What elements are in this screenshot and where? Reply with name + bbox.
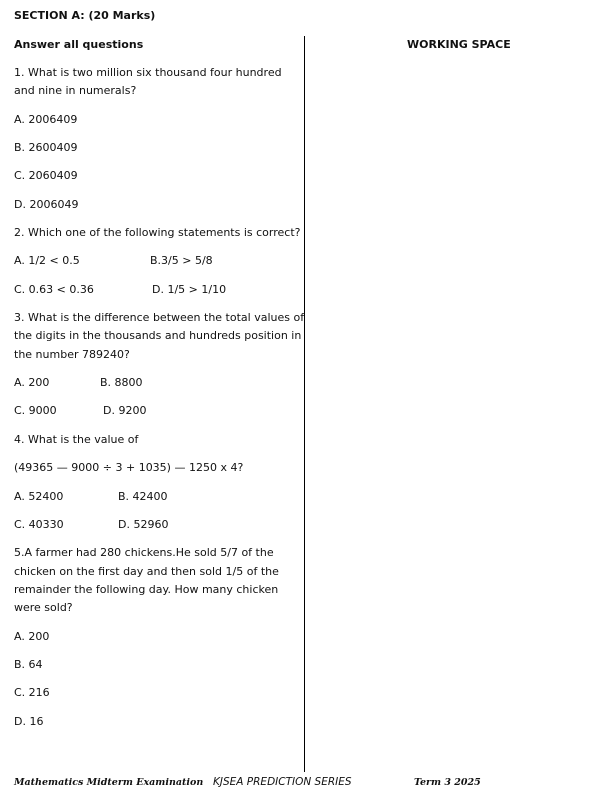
q5-text-line4: were sold? bbox=[14, 601, 73, 614]
q5-option-b: B. 64 bbox=[14, 658, 43, 671]
section-title: SECTION A: (20 Marks) bbox=[14, 9, 156, 22]
q4-text-line1: 4. What is the value of bbox=[14, 433, 139, 446]
q4-option-d: D. 52960 bbox=[118, 518, 169, 531]
column-divider bbox=[304, 36, 305, 772]
q5-text-line1: 5.A farmer had 280 chickens.He sold 5/7 of the bbox=[14, 546, 274, 559]
instruction: Answer all questions bbox=[14, 38, 144, 51]
q1-option-d: D. 2006049 bbox=[14, 198, 79, 211]
q2-option-c: C. 0.63 < 0.36 bbox=[14, 283, 94, 296]
q1-option-a: A. 2006409 bbox=[14, 113, 78, 126]
q4-option-c: C. 40330 bbox=[14, 518, 64, 531]
q3-text-line3: the number 789240? bbox=[14, 348, 130, 361]
q3-option-d: D. 9200 bbox=[103, 404, 147, 417]
q5-text-line2: chicken on the first day and then sold 1/5 of the bbox=[14, 565, 279, 578]
footer-subject: Mathematics Midterm Examination bbox=[14, 777, 204, 788]
q1-option-c: C. 2060409 bbox=[14, 169, 78, 182]
q5-text-line3: remainder the following day. How many chicken bbox=[14, 583, 279, 596]
q2-option-b: B.3/5 > 5/8 bbox=[150, 254, 213, 267]
q3-option-a: A. 200 bbox=[14, 376, 50, 389]
q1-text-line1: 1. What is two million six thousand four hundred bbox=[14, 66, 282, 79]
q2-option-a: A. 1/2 < 0.5 bbox=[14, 254, 80, 267]
q1-text-line2: and nine in numerals? bbox=[14, 84, 137, 97]
q5-option-a: A. 200 bbox=[14, 630, 50, 643]
q3-text-line1: 3. What is the difference between the total values of bbox=[14, 311, 305, 324]
q3-text-line2: the digits in the thousands and hundreds position in bbox=[14, 329, 302, 342]
footer-series: KJSEA PREDICTION SERIES bbox=[213, 776, 352, 788]
q2-option-d: D. 1/5 > 1/10 bbox=[152, 283, 227, 296]
footer-term: Term 3 2025 bbox=[414, 777, 481, 788]
q4-expression: (49365 — 9000 ÷ 3 + 1035) — 1250 x 4? bbox=[14, 461, 244, 474]
working-space-heading: WORKING SPACE bbox=[407, 38, 511, 51]
q3-option-c: C. 9000 bbox=[14, 404, 57, 417]
q5-option-c: C. 216 bbox=[14, 686, 50, 699]
q4-option-b: B. 42400 bbox=[118, 490, 168, 503]
q5-option-d: D. 16 bbox=[14, 715, 44, 728]
q3-option-b: B. 8800 bbox=[100, 376, 143, 389]
q4-option-a: A. 52400 bbox=[14, 490, 64, 503]
q2-text: 2. Which one of the following statements is correct? bbox=[14, 226, 301, 239]
q1-option-b: B. 2600409 bbox=[14, 141, 78, 154]
